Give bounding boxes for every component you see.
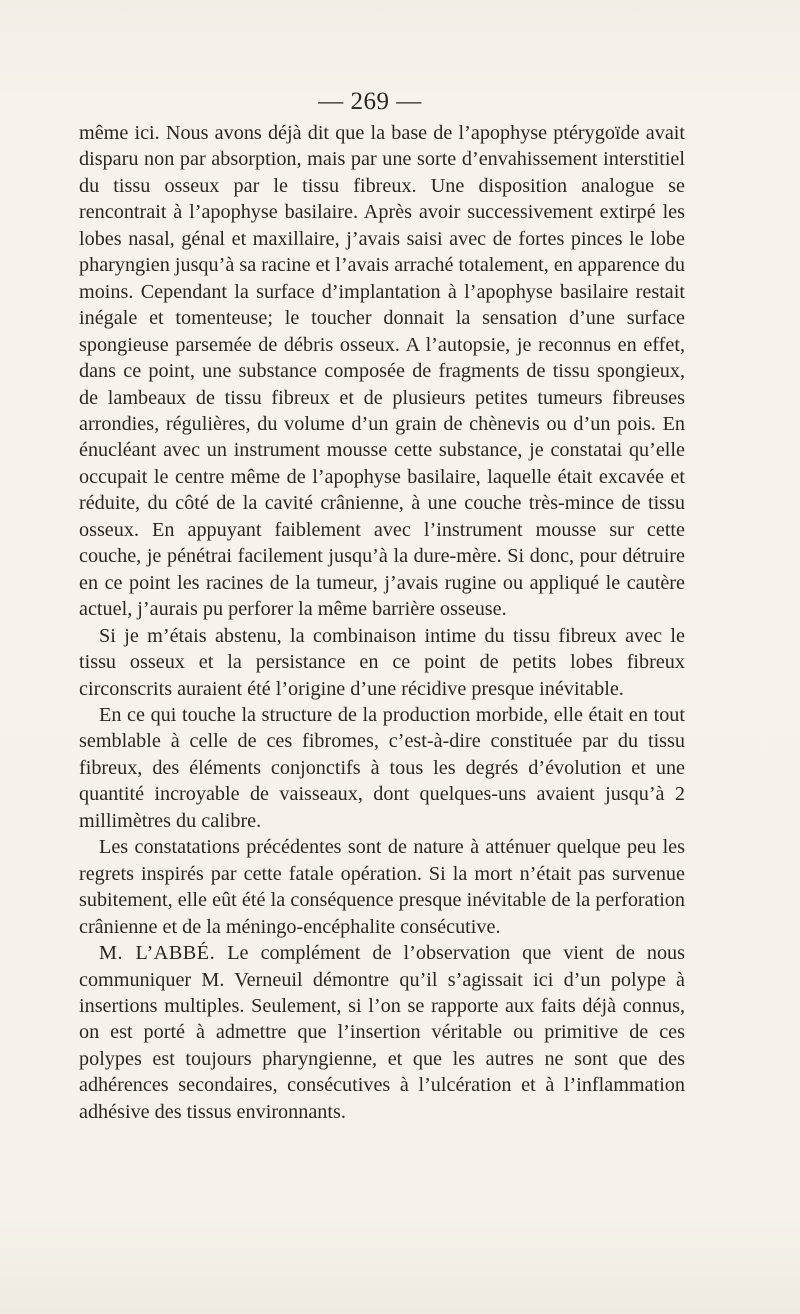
speaker-name: M. L’ABBÉ. [99,942,216,965]
page-number: — 269 — [318,88,422,115]
body-text [79,120,685,1125]
paragraph-4: Les constatations précédentes sont de nature à atténuer quelque peu les regrets inspirés par cette fatale opération. Si la mort n’était pas survenue subitement, elle eût été la conséquence presque inévitable de la perforation crânienne et de la méningo-encéphalite consécutive. [79,836,685,938]
paragraph-3: En ce qui touche la structure de la production morbide, elle était en tout semblable à celle de ces fibromes, c’est-à-dire constituée par du tissu fibreux, des éléments conjonctifs à tous les degrés d’évolution et une quantité incroyable de vaisseaux, dont quelques-uns avaient jusqu’à 2 millimètres du calibre. [79,703,685,832]
paragraph-1: même ici. Nous avons déjà dit que la base de l’apophyse ptérygoïde avait disparu non par absorption, mais par une sorte d’envahissement interstitiel du tissu osseux par le tissu fibreux. Une disposition analogue se rencontrait à l’apophyse basilaire. Après avoir successivement extirpé les lobes nasal, génal et maxillaire, j’avais saisi avec de fortes pinces le lobe pharyngien jusqu’à sa racine et l’avais arraché totalement, en apparence du moins. Cependant la surface d’implantation à l’apophyse basilaire restait inégale et tomenteuse; le toucher donnait la sensation d’une surface spongieuse parsemée de débris osseux. A l’autopsie, je reconnus en effet, dans ce point, une substance composée de fragments de tissu spongieux, de lambeaux de tissu fibreux et de plusieurs petites tumeurs fibreuses arrondies, régulières, du volume d’un grain de chènevis ou d’un pois. En énucléant avec un instrument mousse cette substance, je constatai qu’elle occupait le centre même de l’apophyse basilaire, laquelle était excavée et réduite, du côté de la cavité crânienne, à une couche très-mince de tissu osseux. En appuyant faiblement avec l’instrument mousse sur cette couche, je pénétrai facilement jusqu’à la dure-mère. Si donc, pour détruire en ce point les racines de la tumeur, j’avais rugine ou appliqué le cautère actuel, j’aurais pu perforer la même barrière osseuse. [79,122,685,621]
speaker-paragraph [79,940,685,1125]
paragraph-2: Si je m’étais abstenu, la combinaison intime du tissu fibreux avec le tissu osseux et la persistance en ce point de petits lobes fibreux circonscrits auraient été l’origine d’une récidive presque inévitable. [79,624,685,700]
speaker-text: Le complément de l’observation que vient de nous communiquer M. Verneuil démontre qu’il s’agissait ici d’un polype à insertions multiples. Seulement, si l’on se rapporte aux faits déjà connus, on est porté à admettre que l’insertion véritable ou primitive de ces polypes est toujours pharyngienne, et que les autres ne sont que des adhérences secondaires, consécutives à l’ulcération et à l’inflammation adhésive des tissus environnants. [79,942,685,1123]
